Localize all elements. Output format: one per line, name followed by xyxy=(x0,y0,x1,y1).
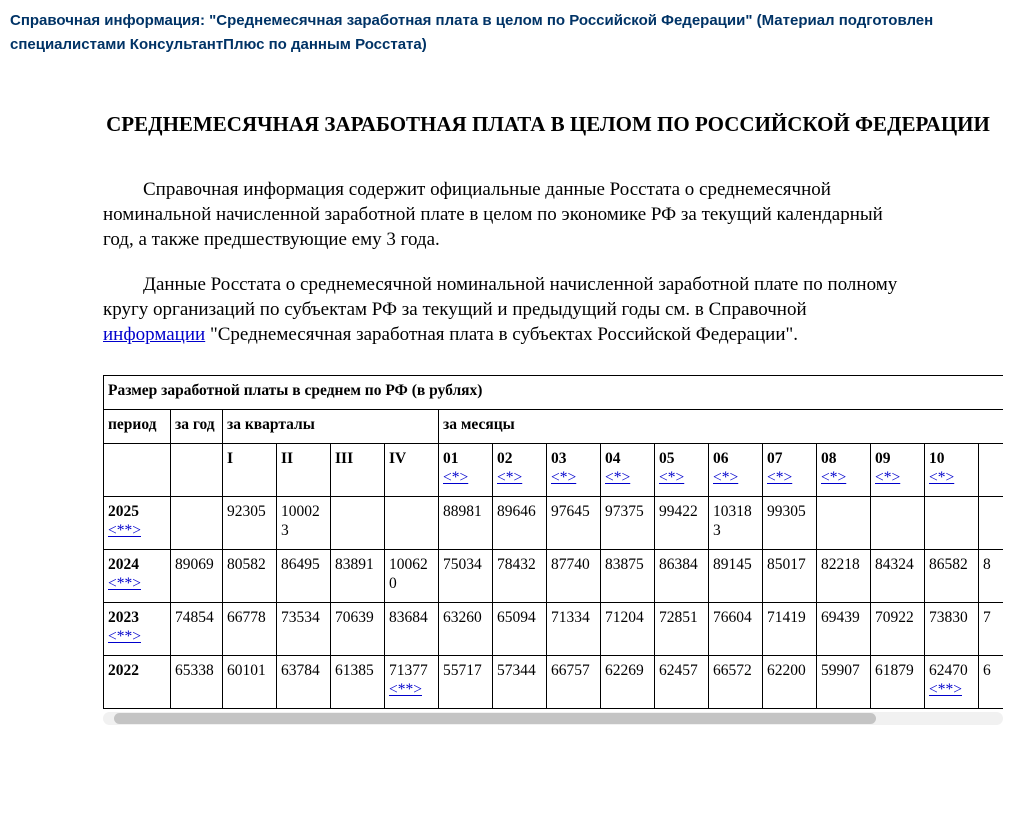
cell-text: 100023 xyxy=(281,503,320,539)
horizontal-scrollbar-thumb[interactable] xyxy=(114,713,876,724)
month-label-cell xyxy=(493,444,547,497)
footnote-link[interactable]: <*> xyxy=(497,469,523,486)
month-label-cell xyxy=(817,444,871,497)
table-row xyxy=(104,550,1004,603)
quarter-value-cell xyxy=(331,497,385,550)
month-value-cell xyxy=(763,603,817,656)
reference-text-after: "Среднемесячная заработная плата в субъектах Российской Федерации". xyxy=(205,324,798,345)
cell-text: 84324 xyxy=(875,556,914,573)
info-link[interactable]: информации xyxy=(103,324,206,345)
month-label-cell xyxy=(979,444,1004,497)
table-row xyxy=(104,656,1004,709)
cell-text: 65094 xyxy=(497,609,536,626)
table-title-row xyxy=(104,376,1004,410)
footnote-link[interactable]: <**> xyxy=(929,681,962,698)
month-value-cell xyxy=(547,603,601,656)
quarter-label-cell xyxy=(385,444,439,497)
cell-text: 71419 xyxy=(767,609,806,626)
month-value-cell xyxy=(709,550,763,603)
quarter-value-cell xyxy=(331,550,385,603)
footnote-link[interactable]: <**> xyxy=(108,522,141,539)
cell-text: 66778 xyxy=(227,609,266,626)
table-group-header-row xyxy=(104,410,1004,444)
month-value-cell xyxy=(763,550,817,603)
cell-text: 73534 xyxy=(281,609,320,626)
month-value-cell xyxy=(493,603,547,656)
cell-text: 03 xyxy=(551,450,567,467)
month-value-cell xyxy=(439,550,493,603)
cell-text: 69439 xyxy=(821,609,860,626)
month-label-cell xyxy=(925,444,979,497)
cell-text: 99422 xyxy=(659,503,698,520)
year-cell xyxy=(104,497,171,550)
quarter-value-cell xyxy=(331,603,385,656)
cell-text: 89145 xyxy=(713,556,752,573)
year-label: 2022 xyxy=(108,662,139,679)
cell-text: 60101 xyxy=(227,662,266,679)
page-heading: СРЕДНЕМЕСЯЧНАЯ ЗАРАБОТНАЯ ПЛАТА В ЦЕЛОМ ПО РОССИЙСКОЙ ФЕДЕРАЦИИ xyxy=(106,112,990,136)
month-value-cell xyxy=(655,603,709,656)
cell-text: 66757 xyxy=(551,662,590,679)
cell-text: 83891 xyxy=(335,556,374,573)
month-value-cell xyxy=(439,497,493,550)
table-subheader-row xyxy=(104,444,1004,497)
month-value-cell xyxy=(655,497,709,550)
month-value-cell xyxy=(979,603,1004,656)
month-value-cell xyxy=(439,603,493,656)
footnote-link[interactable]: <**> xyxy=(108,575,141,592)
cell-text: за месяцы xyxy=(443,416,515,433)
month-value-cell xyxy=(601,603,655,656)
quarter-value-cell xyxy=(277,497,331,550)
cell-text: 59907 xyxy=(821,662,860,679)
cell-text: 61385 xyxy=(335,662,374,679)
month-value-cell xyxy=(817,656,871,709)
month-value-cell xyxy=(709,656,763,709)
cell-text: 80582 xyxy=(227,556,266,573)
month-value-cell xyxy=(709,603,763,656)
footnote-link[interactable]: <*> xyxy=(767,469,793,486)
cell-text: 08 xyxy=(821,450,837,467)
reference-paragraph xyxy=(103,272,908,347)
cell-text: 86384 xyxy=(659,556,698,573)
cell-text: 71204 xyxy=(605,609,644,626)
footnote-link[interactable]: <*> xyxy=(443,469,469,486)
cell-text: 57344 xyxy=(497,662,536,679)
quarter-label-cell xyxy=(277,444,331,497)
cell-text: 86495 xyxy=(281,556,320,573)
month-value-cell xyxy=(817,497,871,550)
horizontal-scrollbar-track[interactable] xyxy=(103,712,1003,725)
quarter-label-cell xyxy=(223,444,277,497)
cell-text: 10 xyxy=(929,450,945,467)
year-label: 2024 xyxy=(108,556,139,573)
cell-text: 78432 xyxy=(497,556,536,573)
month-value-cell xyxy=(763,656,817,709)
annual-value-cell xyxy=(171,550,223,603)
quarter-value-cell xyxy=(223,603,277,656)
quarter-value-cell xyxy=(385,550,439,603)
cell-text: период xyxy=(108,416,157,433)
cell-text: 76604 xyxy=(713,609,752,626)
month-value-cell xyxy=(547,656,601,709)
cell-text: 09 xyxy=(875,450,891,467)
cell-text: 88981 xyxy=(443,503,482,520)
month-value-cell xyxy=(763,497,817,550)
cell-text: 66572 xyxy=(713,662,752,679)
reference-text-before: Данные Росстата о среднемесячной номинальной начисленной заработной плате по полному кругу организаций по субъектам РФ за текущий и предыдущий годы см. в Справочной xyxy=(103,274,898,320)
empty-header-cell xyxy=(171,444,223,497)
footnote-link[interactable]: <*> xyxy=(659,469,685,486)
year-cell xyxy=(104,603,171,656)
cell-text: 8 xyxy=(983,556,991,573)
cell-text: 87740 xyxy=(551,556,590,573)
cell-text: за кварталы xyxy=(227,416,315,433)
cell-text: 86582 xyxy=(929,556,968,573)
month-value-cell xyxy=(655,550,709,603)
quarter-label-cell xyxy=(331,444,385,497)
table-title: Размер заработной платы в среднем по РФ (в рублях) xyxy=(108,382,483,399)
month-value-cell xyxy=(871,550,925,603)
cell-text: 6 xyxy=(983,662,991,679)
year-header-cell xyxy=(171,410,223,444)
cell-text: 71377 xyxy=(389,662,428,679)
footnote-link[interactable]: <*> xyxy=(929,469,955,486)
cell-text: 62200 xyxy=(767,662,806,679)
salary-table xyxy=(103,375,1003,709)
month-value-cell xyxy=(871,603,925,656)
cell-text: 61879 xyxy=(875,662,914,679)
quarter-value-cell xyxy=(223,550,277,603)
cell-text: 73830 xyxy=(929,609,968,626)
cell-text: 99305 xyxy=(767,503,806,520)
cell-text: 97375 xyxy=(605,503,644,520)
quarter-value-cell xyxy=(277,550,331,603)
cell-text: 72851 xyxy=(659,609,698,626)
month-value-cell xyxy=(547,550,601,603)
month-value-cell xyxy=(925,550,979,603)
cell-text: 04 xyxy=(605,450,621,467)
cell-text: 70922 xyxy=(875,609,914,626)
month-value-cell xyxy=(817,603,871,656)
month-value-cell xyxy=(925,656,979,709)
cell-text: 63784 xyxy=(281,662,320,679)
month-value-cell xyxy=(871,656,925,709)
cell-text: 65338 xyxy=(175,662,214,679)
cell-text: 01 xyxy=(443,450,459,467)
table-row xyxy=(104,497,1004,550)
month-value-cell xyxy=(601,656,655,709)
year-label: 2023 xyxy=(108,609,139,626)
month-value-cell xyxy=(817,550,871,603)
year-cell xyxy=(104,550,171,603)
cell-text: 85017 xyxy=(767,556,806,573)
footnote-link[interactable]: <*> xyxy=(875,469,901,486)
month-value-cell xyxy=(979,497,1004,550)
footnote-link[interactable]: <**> xyxy=(389,681,422,698)
month-label-cell xyxy=(655,444,709,497)
month-value-cell xyxy=(925,603,979,656)
month-value-cell xyxy=(871,497,925,550)
annual-value-cell xyxy=(171,497,223,550)
cell-text: 83875 xyxy=(605,556,644,573)
cell-text: 55717 xyxy=(443,662,482,679)
year-cell xyxy=(104,656,171,709)
cell-text: 74854 xyxy=(175,609,214,626)
period-header-cell xyxy=(104,410,171,444)
cell-text: 62457 xyxy=(659,662,698,679)
cell-text: 71334 xyxy=(551,609,590,626)
cell-text: IV xyxy=(389,450,407,467)
cell-text: за год xyxy=(175,416,215,433)
quarter-value-cell xyxy=(385,603,439,656)
cell-text: 89069 xyxy=(175,556,214,573)
month-label-cell xyxy=(709,444,763,497)
month-value-cell xyxy=(979,550,1004,603)
cell-text: 82218 xyxy=(821,556,860,573)
cell-text: 7 xyxy=(983,609,991,626)
month-label-cell xyxy=(547,444,601,497)
cell-text: II xyxy=(281,450,294,467)
quarter-value-cell xyxy=(277,656,331,709)
footnote-link[interactable]: <*> xyxy=(551,469,577,486)
month-value-cell xyxy=(709,497,763,550)
cell-text: III xyxy=(335,450,354,467)
quarter-value-cell xyxy=(277,603,331,656)
footnote-link[interactable]: <*> xyxy=(605,469,631,486)
cell-text: 83684 xyxy=(389,609,428,626)
footnote-link[interactable]: <**> xyxy=(108,628,141,645)
quarter-value-cell xyxy=(385,497,439,550)
year-label: 2025 xyxy=(108,503,139,520)
quarter-value-cell xyxy=(223,497,277,550)
month-value-cell xyxy=(439,656,493,709)
annual-value-cell xyxy=(171,656,223,709)
intro-paragraph: Справочная информация содержит официальные данные Росстата о среднемесячной номинальной начисленной заработной плате в целом по экономике РФ за текущий календарный год, а также предшествующие ему 3 года. xyxy=(103,179,883,250)
month-value-cell xyxy=(493,497,547,550)
cell-text: 75034 xyxy=(443,556,482,573)
month-value-cell xyxy=(655,656,709,709)
cell-text: 05 xyxy=(659,450,675,467)
month-value-cell xyxy=(493,656,547,709)
cell-text: 100620 xyxy=(389,556,428,592)
month-value-cell xyxy=(493,550,547,603)
cell-text: 103183 xyxy=(713,503,752,539)
cell-text: I xyxy=(227,450,234,467)
table-row xyxy=(104,603,1004,656)
quarter-value-cell xyxy=(331,656,385,709)
table-title-cell xyxy=(104,376,1004,410)
cell-text: 07 xyxy=(767,450,783,467)
cell-text: 89646 xyxy=(497,503,536,520)
month-label-cell xyxy=(439,444,493,497)
month-value-cell xyxy=(925,497,979,550)
month-value-cell xyxy=(601,550,655,603)
footnote-link[interactable]: <*> xyxy=(821,469,847,486)
annual-value-cell xyxy=(171,603,223,656)
cell-text: 63260 xyxy=(443,609,482,626)
cell-text: 62470 xyxy=(929,662,968,679)
footnote-link[interactable]: <*> xyxy=(713,469,739,486)
empty-header-cell xyxy=(104,444,171,497)
month-value-cell xyxy=(547,497,601,550)
months-header-cell xyxy=(439,410,1004,444)
month-value-cell xyxy=(979,656,1004,709)
quarter-value-cell xyxy=(385,656,439,709)
cell-text: 62269 xyxy=(605,662,644,679)
cell-text: 06 xyxy=(713,450,729,467)
document-title: Справочная информация: "Среднемесячная заработная плата в целом по Российской Федерации" (Материал подготовлен специалистами КонсультантПлюс по данным Росстата) xyxy=(10,12,934,53)
month-label-cell xyxy=(871,444,925,497)
table-scroll-container[interactable] xyxy=(103,375,1003,709)
cell-text: 02 xyxy=(497,450,513,467)
cell-text: 97645 xyxy=(551,503,590,520)
quarter-value-cell xyxy=(223,656,277,709)
quarters-header-cell xyxy=(223,410,439,444)
month-value-cell xyxy=(601,497,655,550)
month-label-cell xyxy=(763,444,817,497)
month-label-cell xyxy=(601,444,655,497)
cell-text: 70639 xyxy=(335,609,374,626)
cell-text: 92305 xyxy=(227,503,266,520)
